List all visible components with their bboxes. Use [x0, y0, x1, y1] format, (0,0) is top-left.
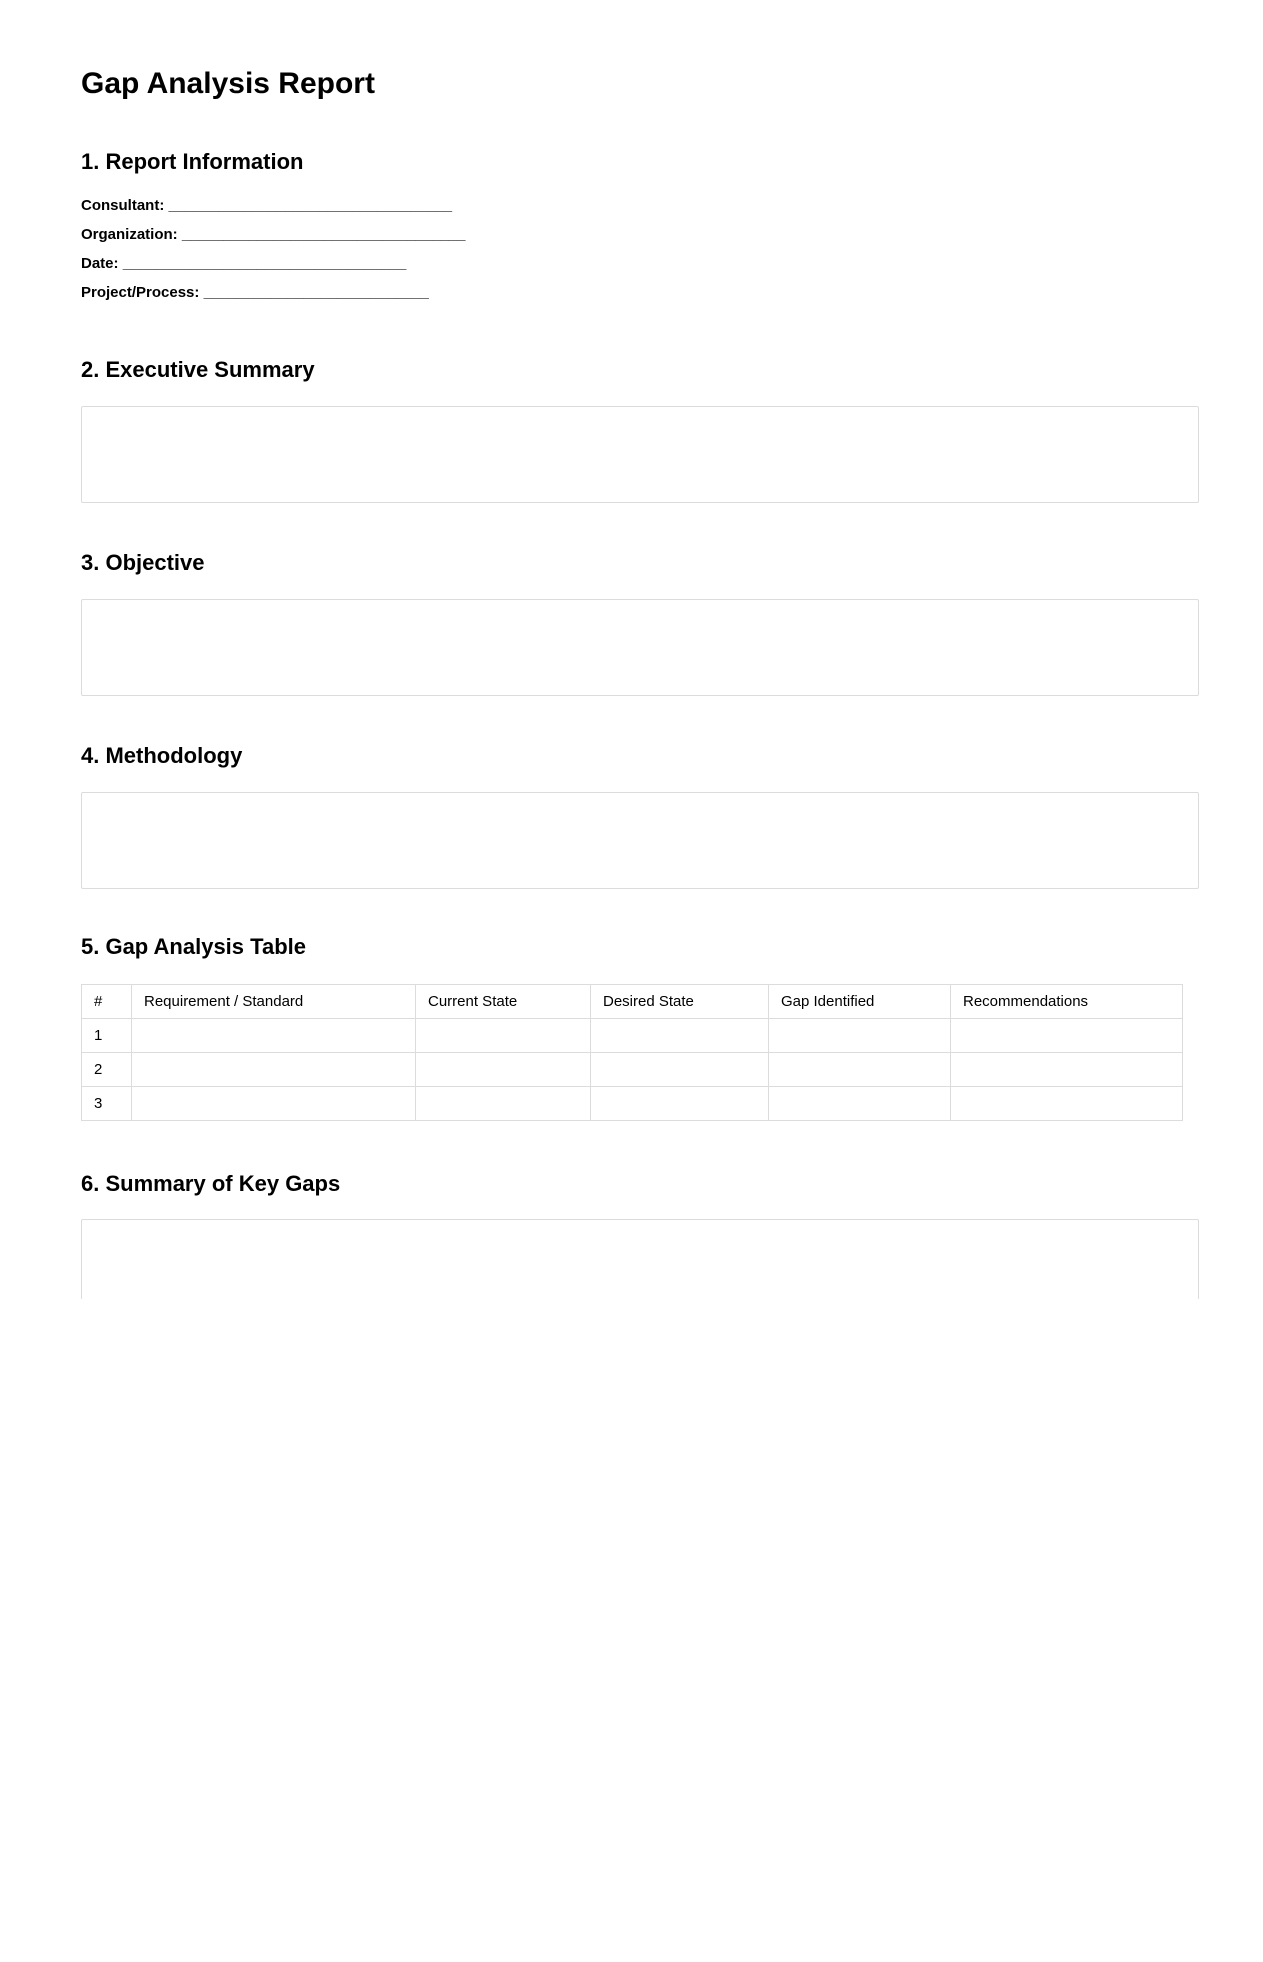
column-header-gap-identified: Gap Identified: [769, 985, 951, 1019]
objective-box[interactable]: [81, 599, 1199, 696]
section-heading-summary-of-key-gaps: 6. Summary of Key Gaps: [81, 1171, 341, 1196]
cell-current-state[interactable]: [416, 1053, 591, 1087]
table-header-row: [82, 985, 1183, 1019]
organization-label: Organization:: [81, 226, 178, 243]
row-number: 1: [82, 1019, 132, 1053]
project-process-field[interactable]: [81, 284, 681, 313]
date-label: Date:: [81, 255, 119, 272]
cell-gap-identified[interactable]: [769, 1087, 951, 1121]
column-header-number: #: [82, 985, 132, 1019]
section-heading-methodology: 4. Methodology: [81, 743, 243, 768]
document-title: Gap Analysis Report: [81, 67, 375, 100]
column-header-current-state: Current State: [416, 985, 591, 1019]
consultant-blank-line[interactable]: __________________________________: [168, 197, 453, 214]
column-header-requirement: Requirement / Standard: [132, 985, 416, 1019]
cell-gap-identified[interactable]: [769, 1053, 951, 1087]
section-heading-gap-analysis-table: 5. Gap Analysis Table: [81, 934, 306, 959]
table-row: [82, 1019, 1183, 1053]
project-process-label: Project/Process:: [81, 284, 200, 301]
section-heading-report-information: 1. Report Information: [81, 149, 304, 174]
date-blank-line[interactable]: __________________________________: [122, 255, 407, 272]
gap-analysis-table: [81, 984, 1183, 1121]
cell-desired-state[interactable]: [591, 1053, 769, 1087]
cell-current-state[interactable]: [416, 1087, 591, 1121]
organization-field[interactable]: [81, 226, 681, 255]
column-header-desired-state: Desired State: [591, 985, 769, 1019]
project-process-blank-line[interactable]: ___________________________: [203, 284, 429, 301]
cell-desired-state[interactable]: [591, 1019, 769, 1053]
row-number: 3: [82, 1087, 132, 1121]
cell-recommendations[interactable]: [951, 1087, 1183, 1121]
cell-gap-identified[interactable]: [769, 1019, 951, 1053]
section-heading-objective: 3. Objective: [81, 550, 205, 575]
summary-of-key-gaps-box[interactable]: [81, 1219, 1199, 1299]
methodology-box[interactable]: [81, 792, 1199, 889]
table-row: [82, 1087, 1183, 1121]
table-row: [82, 1053, 1183, 1087]
cell-requirement[interactable]: [132, 1019, 416, 1053]
date-field[interactable]: [81, 255, 681, 284]
report-information-fields: [81, 197, 681, 313]
section-heading-executive-summary: 2. Executive Summary: [81, 357, 315, 382]
organization-blank-line[interactable]: __________________________________: [181, 226, 466, 243]
cell-recommendations[interactable]: [951, 1053, 1183, 1087]
column-header-recommendations: Recommendations: [951, 985, 1183, 1019]
cell-requirement[interactable]: [132, 1053, 416, 1087]
consultant-label: Consultant:: [81, 197, 165, 214]
cell-requirement[interactable]: [132, 1087, 416, 1121]
consultant-field[interactable]: [81, 197, 681, 226]
executive-summary-box[interactable]: [81, 406, 1199, 503]
cell-recommendations[interactable]: [951, 1019, 1183, 1053]
row-number: 2: [82, 1053, 132, 1087]
cell-current-state[interactable]: [416, 1019, 591, 1053]
cell-desired-state[interactable]: [591, 1087, 769, 1121]
